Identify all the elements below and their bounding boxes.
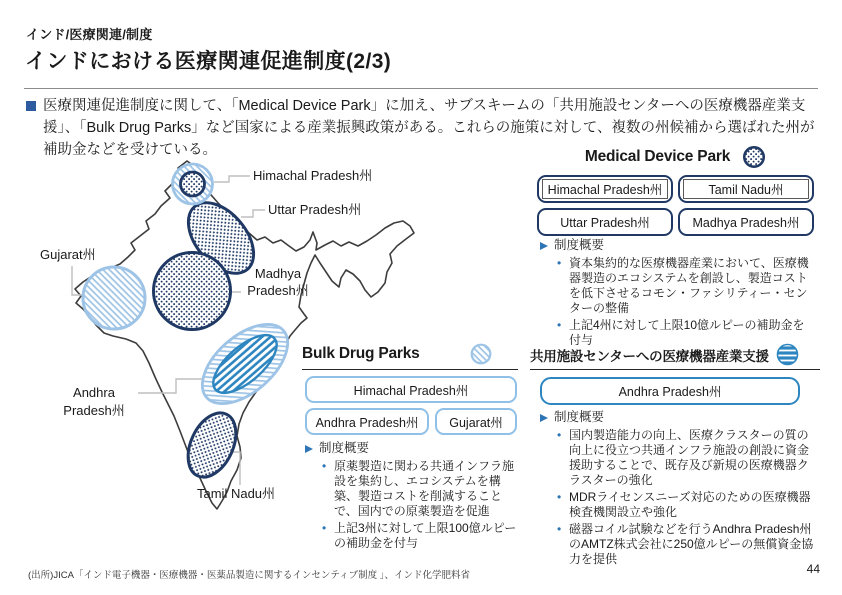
region-gujarat [83, 267, 145, 329]
state-box-label: Andhra Pradesh州 [618, 385, 722, 399]
overview-heading [540, 238, 816, 254]
shared-facility-title: 共用施設センターへの医療機器産業支援 [530, 348, 769, 364]
state-box-label: Madhya Pradesh州 [692, 216, 800, 230]
overview-list [322, 459, 523, 551]
overview-bullet: • 上記3州に対して上限100億ルピーの補助金を付与 [322, 521, 523, 551]
state-box-himachal [305, 376, 517, 403]
horizontal-lines-circle-icon [776, 343, 799, 366]
arrow-bullet-icon [540, 242, 548, 250]
state-box-label: Gujarat州 [449, 415, 503, 430]
state-box-label: Himachal Pradesh州 [353, 383, 469, 398]
bulk-drug-parks-title: Bulk Drug Parks [302, 345, 420, 362]
bulk-drug-parks-overview [305, 441, 523, 553]
breadcrumb: インド/医療関連/制度 [26, 27, 153, 42]
page-title: インドにおける医療関連促進制度(2/3) [25, 50, 392, 73]
overview-label: 制度概要 [554, 410, 605, 424]
state-box-himachal [537, 175, 673, 203]
page-number: 44 [806, 562, 820, 576]
overview-bullet: • 原薬製造に関わる共通インフラ施設を集約し、エコシステムを構築、製造コストを削減することで、国内での原薬製造を促進 [322, 459, 523, 519]
intro-text: 医療関連促進制度に関して、「Medical Device Park」に加え、サブスキームの「共用施設センターへの医療機器産業支援」、「Bulk Drug Parks」など国家による産業振興政策がある。これらの施策に対して、複数の州候補から選ばれた州が補助金などを受けている。 [43, 98, 815, 158]
state-box-label: Andhra Pradesh州 [315, 415, 419, 430]
region-madhya-pradesh [154, 253, 231, 330]
section-shared-facility-header [530, 343, 820, 370]
map-label-uttar: Uttar Pradesh州 [268, 202, 362, 217]
intro-bullet-icon [26, 101, 36, 111]
state-box-madhya-pradesh [678, 208, 814, 236]
overview-bullet: • 国内製造能力の向上、医療クラスターの質の向上に役立つ共通インフラ施設の創設に資金援助することで、既存及び新規の医療機器クラスターの強化 [557, 428, 818, 488]
state-box-andhra [305, 408, 429, 435]
bulk-drug-parks-states [305, 376, 517, 435]
arrow-bullet-icon [540, 414, 548, 422]
map-label-madhya: Madhya Pradesh州 [247, 266, 309, 298]
map-label-gujarat: Gujarat州 [40, 247, 96, 262]
overview-heading [540, 410, 818, 426]
dotted-circle-icon [742, 145, 766, 169]
map-label-andhra: Andhra Pradesh州 [63, 385, 125, 419]
shared-facility-states [540, 377, 800, 405]
section-bulk-drug-parks-header [302, 343, 518, 370]
bulk-states-row2 [305, 408, 517, 435]
overview-heading [305, 441, 523, 457]
state-box-gujarat [435, 408, 517, 435]
medical-device-park-states [537, 175, 814, 236]
medical-device-park-overview [540, 238, 816, 350]
overview-bullet: • 資本集約的な医療機器産業において、医療機器製造のエコシステムを創設し、製造コストを低下させるコモン・ファシリティー・センターの整備 [557, 256, 816, 316]
overview-list [557, 256, 816, 348]
state-box-tamil-nadu [678, 175, 814, 203]
state-box-label: Tamil Nadu州 [708, 183, 784, 197]
section-medical-device-park-header [537, 145, 814, 169]
source-note: (出所)JICA「インド電子機器・医療機器・医薬品製造に関するインセンティブ制度 」、インド化学肥料省 [28, 570, 471, 581]
state-box-uttar-pradesh [537, 208, 673, 236]
shared-facility-overview [540, 410, 818, 569]
header-divider [24, 88, 818, 89]
overview-label: 制度概要 [319, 441, 370, 455]
diagonal-hatch-circle-icon [470, 343, 492, 365]
overview-list [557, 428, 818, 567]
region-himachal-inner [181, 172, 205, 196]
medical-device-park-title: Medical Device Park [584, 148, 731, 165]
overview-bullet: • MDRライセンスニーズ対応のための医療機器検査機関設立や強化 [557, 490, 818, 520]
arrow-bullet-icon [305, 445, 313, 453]
overview-bullet: • 磁器コイル試験などを行うAndhra Pradesh州のAMTZ株式会社に250億ルピーの無償資金協力を提供 [557, 522, 818, 567]
overview-bullet: • 上記4州に対して上限10億ルピーの補助金を付与 [557, 318, 816, 348]
overview-label: 制度概要 [554, 238, 605, 252]
state-box-label: Himachal Pradesh州 [547, 183, 663, 197]
state-box-label: Uttar Pradesh州 [560, 216, 650, 230]
map-label-himachal: Himachal Pradesh州 [253, 168, 373, 183]
state-box-andhra [540, 377, 800, 405]
map-label-tamil: Tamil Nadu州 [197, 486, 276, 501]
